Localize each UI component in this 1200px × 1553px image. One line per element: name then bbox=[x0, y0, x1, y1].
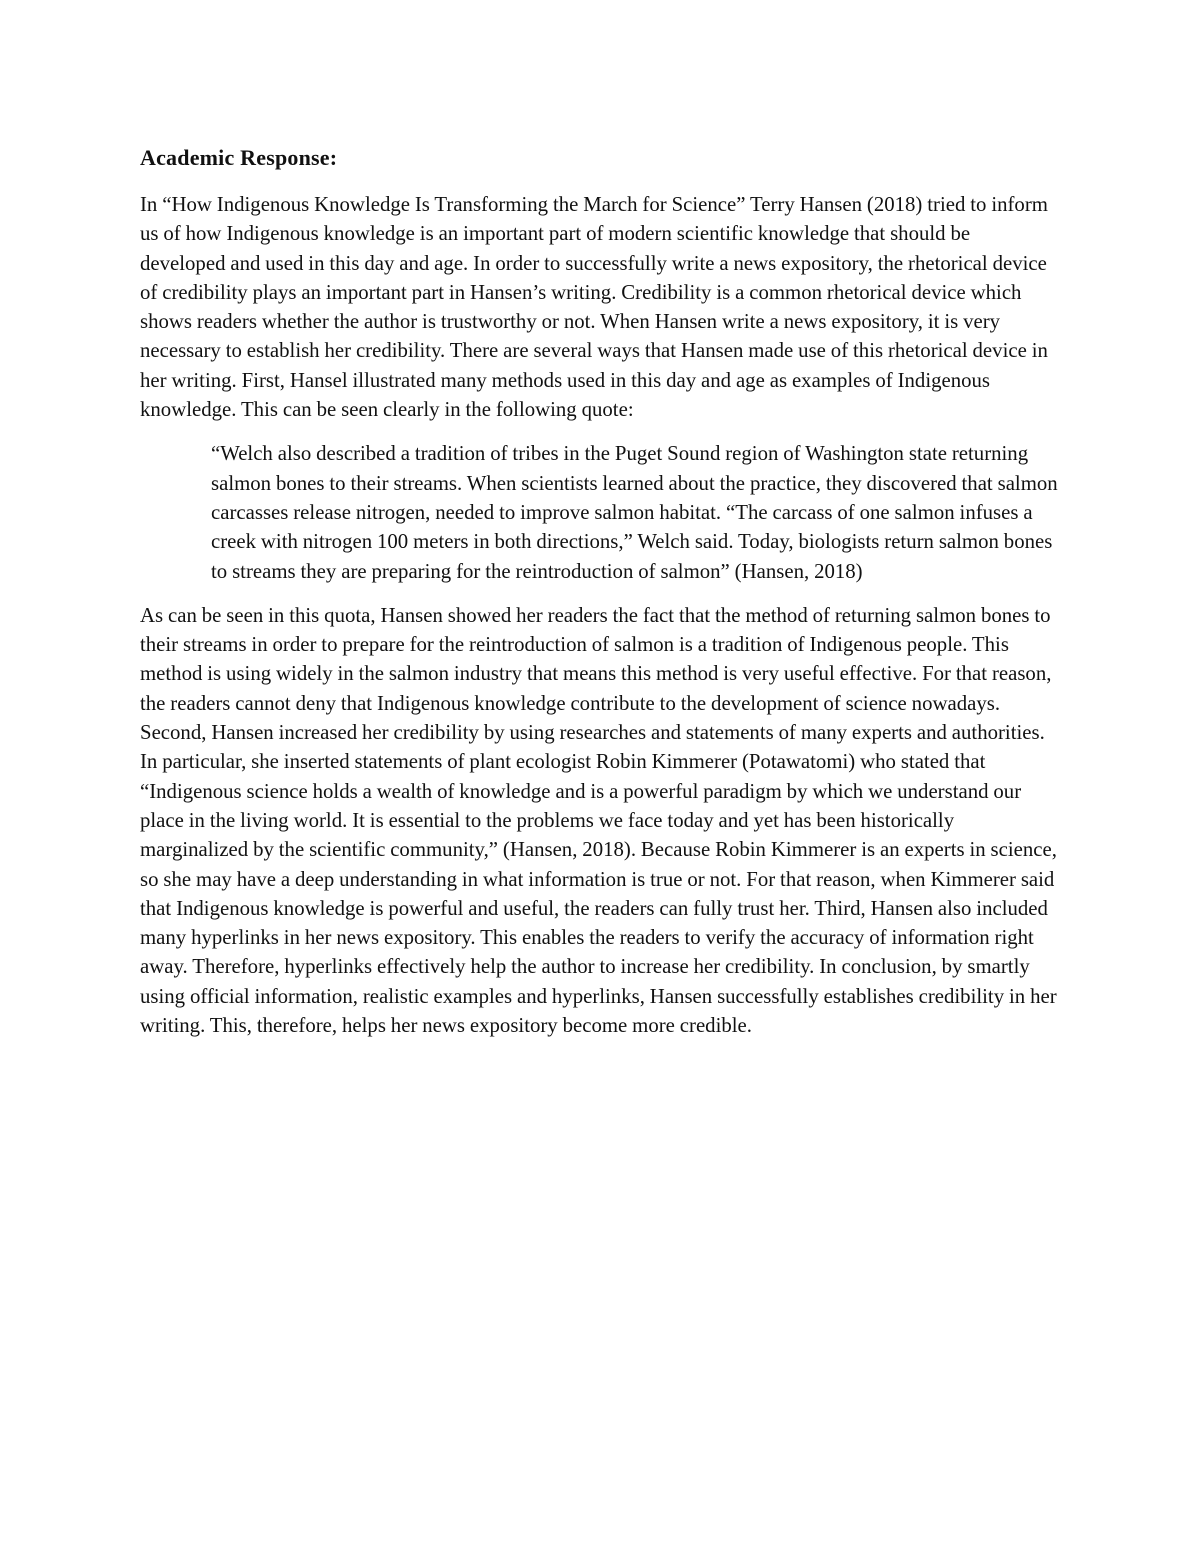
document-page bbox=[140, 140, 1060, 1040]
paragraph-analysis: As can be seen in this quota, Hansen showed her readers the fact that the method of returning salmon bones to their streams in order to prepare for the reintroduction of salmon is a tradition of Indigenous people. This method is using widely in the salmon industry that means this method is very useful effective. For that reason, the readers cannot deny that Indigenous knowledge contribute to the development of science nowadays. Second, Hansen increased her credibility by using researches and statements of many experts and authorities. In particular, she inserted statements of plant ecologist Robin Kimmerer (Potawatomi) who stated that “Indigenous science holds a wealth of knowledge and is a powerful paradigm by which we understand our place in the living world. It is essential to the problems we face today and yet has been historically marginalized by the scientific community,” (Hansen, 2018). Because Robin Kimmerer is an experts in science, so she may have a deep understanding in what information is true or not. For that reason, when Kimmerer said that Indigenous knowledge is powerful and useful, the readers can fully trust her. Third, Hansen also included many hyperlinks in her news expository. This enables the readers to verify the accuracy of information right away. Therefore, hyperlinks effectively help the author to increase her credibility. In conclusion, by smartly using official information, realistic examples and hyperlinks, Hansen successfully establishes credibility in her writing. This, therefore, helps her news expository become more credible. bbox=[140, 603, 1057, 1038]
paragraph-intro: In “How Indigenous Knowledge Is Transforming the March for Science” Terry Hansen (2018) tried to inform us of how Indigenous knowledge is an important part of modern scientific knowledge that should be developed and used in this day and age. In order to successfully write a news expository, the rhetorical device of credibility plays an important part in Hansen’s writing. Credibility is a common rhetorical device which shows readers whether the author is trustworthy or not. When Hansen write a news expository, it is very necessary to establish her credibility. There are several ways that Hansen made use of this rhetorical device in her writing. First, Hansel illustrated many methods used in this day and age as examples of Indigenous knowledge. This can be seen clearly in the following quote: bbox=[140, 193, 1048, 422]
document-heading: Academic Response: bbox=[140, 145, 338, 170]
block-quote: “Welch also described a tradition of tribes in the Puget Sound region of Washington state returning salmon bones to their streams. When scientists learned about the practice, they discovered that salmon carcasses release nitrogen, needed to improve salmon habitat. “The carcass of one salmon infuses a creek with nitrogen 100 meters in both directions,” Welch said. Today, biologists return salmon bones to streams they are preparing for the reintroduction of salmon” (Hansen, 2018) bbox=[211, 442, 1058, 583]
